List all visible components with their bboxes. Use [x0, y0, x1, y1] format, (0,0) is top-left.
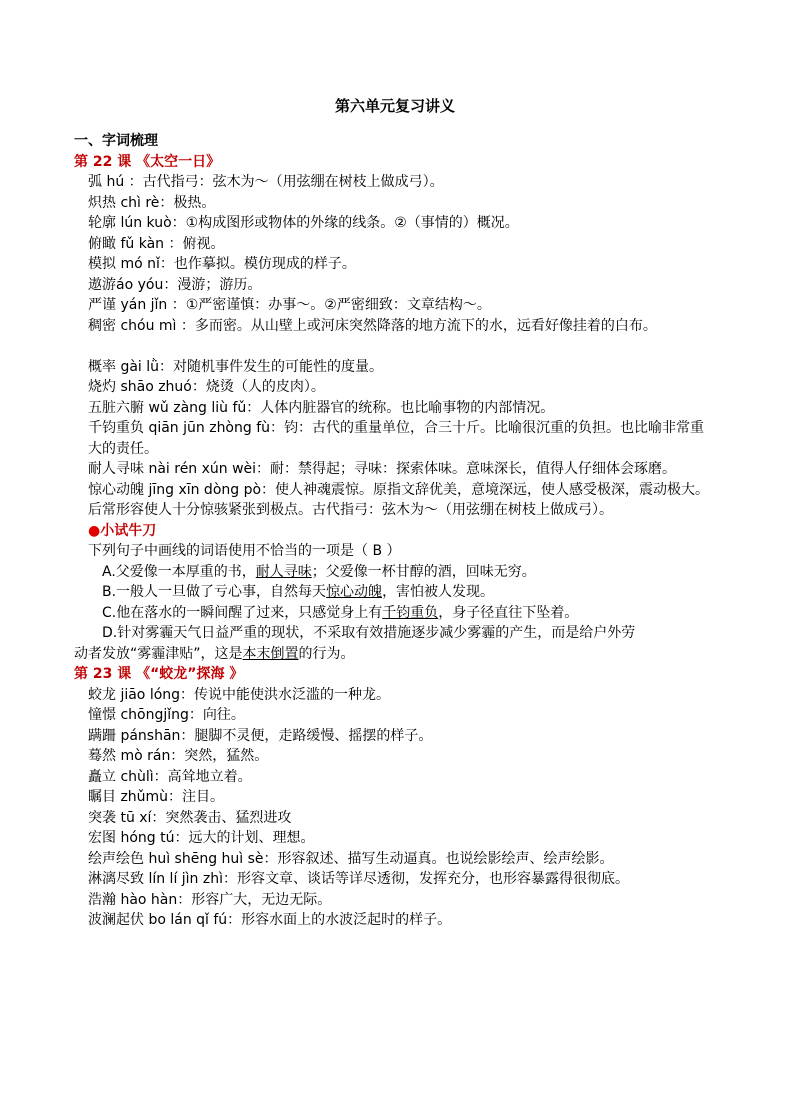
vocab-entry: 矗立 chùlì：高耸地立着。: [88, 768, 252, 785]
underlined-term: 惊心动魄: [326, 584, 383, 600]
practice-option-d-continued: 动者发放“雾霾津贴”，这是本末倒置的行为。: [74, 645, 355, 662]
vocab-entry: 浩瀚 hào hàn：形容广大，无边无际。: [88, 891, 332, 908]
underlined-term: 千钧重负: [382, 604, 439, 621]
lesson-22-heading: 第 22 课 《太空一日》: [74, 153, 221, 170]
vocab-entry: 遨游áo yóu：漫游；游历。: [88, 276, 262, 293]
vocab-entry: 淋漓尽致 lín lí jìn zhì：形容文章、谈话等详尽透彻，发挥充分，也形容暴露得很彻底。: [88, 871, 629, 887]
page-title: 第六单元复习讲义: [334, 97, 455, 115]
vocab-entry: 模拟 mó nǐ：也作摹拟。模仿现成的样子。: [88, 256, 356, 272]
vocab-entry: 严谨 yán jǐn ：①严密谨慎：办事～。②严密细致：文章结构～。: [88, 297, 491, 313]
practice-option-b: B.一般人一旦做了亏心事，自然每天惊心动魄，害怕被人发现。: [102, 584, 495, 600]
vocab-entry: 俯瞰 fǔ kàn ：俯视。: [88, 235, 225, 252]
vocab-entry: 烧灼 shāo zhuó：烧烫（人的皮肉）。: [88, 379, 325, 395]
vocab-entry: 炽热 chì rè：极热。: [88, 194, 216, 211]
vocab-entry: 波澜起伏 bo lán qǐ fú：形容水面上的水波泛起时的样子。: [88, 912, 452, 928]
vocab-entry: 憧憬 chōngjǐng：向往。: [88, 707, 245, 723]
practice-option-c: C.他在落水的一瞬间醒了过来，只感觉身上有千钧重负，身子径直往下坠着。: [102, 604, 579, 621]
vocab-entry: 蹒跚 pánshān：腿脚不灵便，走路缓慢、摇摆的样子。: [88, 727, 433, 744]
underlined-term: 本末倒置: [242, 645, 299, 662]
practice-question: 下列句子中画线的词语使用不恰当的一项是（ B ）: [88, 543, 401, 559]
practice-option-d: D.针对雾霾天气日益严重的现状，不采取有效措施逐步减少雾霾的产生，而是给户外劳: [102, 625, 636, 641]
vocab-entry: 千钧重负 qiān jūn zhòng fù：钧：古代的重量单位，合三十斤。比喻很沉重的负担。也比喻非常重大的责任。: [88, 420, 705, 457]
practice-label: 小试牛刀: [100, 522, 157, 539]
bullet-icon: ●: [88, 522, 101, 539]
practice-option-a: A.父爱像一本厚重的书，耐人寻味；父爱像一杯甘醇的酒，回味无穷。: [102, 563, 536, 580]
vocab-entry: 蛟龙 jiāo lóng：传说中能使洪水泛滥的一种龙。: [88, 686, 391, 703]
vocab-entry: 突袭 tū xí：突然袭击、猛烈进攻: [88, 809, 292, 826]
practice-heading: [74, 521, 714, 542]
vocab-entry: 蓦然 mò rán：突然，猛然。: [88, 748, 269, 764]
vocab-entry: 绘声绘色 huì shēng huì sè：形容叙述、描写生动逼真。也说绘影绘声、绘声绘影。: [88, 850, 614, 867]
vocab-entry: 瞩目 zhǔmù：注目。: [88, 789, 225, 805]
underlined-term: 耐人寻味: [255, 563, 312, 580]
vocab-entry: 概率 gài lǜ：对随机事件发生的可能性的度量。: [88, 358, 384, 375]
vocab-entry: 轮廓 lún kuò：①构成图形或物体的外缘的线条。②（事情的）概况。: [88, 215, 519, 231]
vocab-entry: 宏图 hóng tú：远大的计划、理想。: [88, 830, 315, 846]
vocab-entry: 弧 hú ：古代指弓：弦木为～（用弦绷在树枝上做成弓）。: [88, 174, 444, 190]
vocab-entry: 五脏六腑 wǔ zàng liù fǔ：人体内脏器官的统称。也比喻事物的内部情况。: [88, 399, 555, 416]
vocab-entry: 惊心动魄 jīng xīn dòng pò：使人神魂震惊。原指文辞优美，意境深远，使人感受极深，震动极大。后常形容使人十分惊骇紧张到极点。古代指弓：弦木为～（用弦绷在树枝上做成弓）。: [88, 481, 710, 518]
blank-line: [74, 336, 714, 357]
document-body: [74, 131, 714, 931]
lesson-23-heading: 第 23 课 《“蛟龙”探海 》: [74, 666, 244, 682]
vocab-entry: 耐人寻味 nài rén xún wèi：耐：禁得起；寻味：探索体味。意味深长，值得人仔细体会琢磨。: [88, 461, 677, 477]
vocab-entry: 稠密 chóu mì ：多而密。从山壁上或河床突然降落的地方流下的水，远看好像挂着的白布。: [88, 317, 657, 334]
section-heading: 一、字词梳理: [74, 133, 158, 149]
